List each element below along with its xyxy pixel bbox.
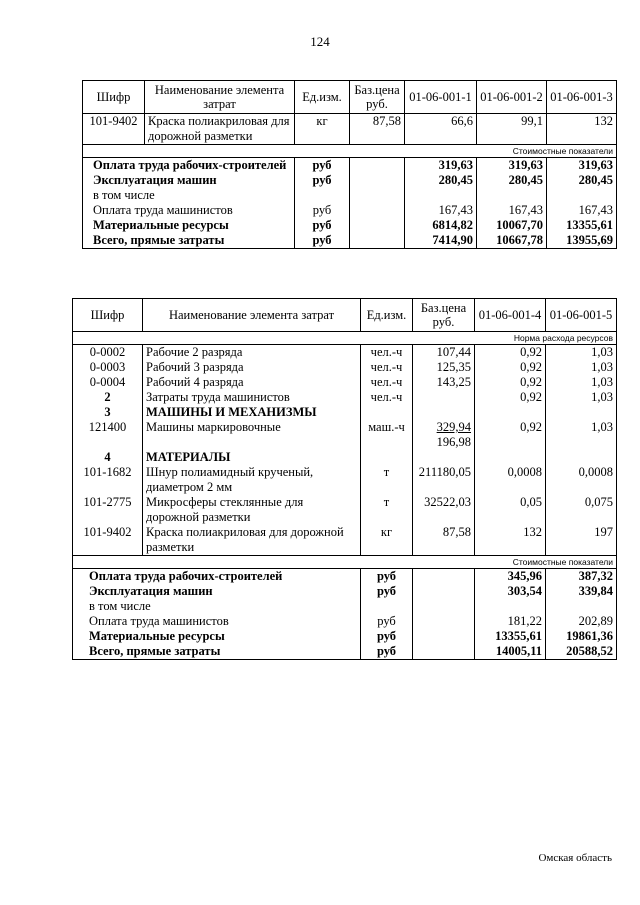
resource-unit: кг — [295, 114, 350, 145]
header-unit: Ед.изм. — [361, 299, 413, 332]
header-price: Баз.цена руб. — [413, 299, 475, 332]
cost-value-1: 345,96 — [475, 569, 546, 585]
table-row — [73, 390, 617, 405]
resource-value-1: 0,92 — [475, 390, 546, 405]
table-row — [73, 420, 617, 450]
resource-price: 87,58 — [413, 525, 475, 556]
table-row — [83, 188, 617, 203]
header-col-5: 01-06-001-5 — [546, 299, 617, 332]
table-row — [73, 450, 617, 465]
cost-name: Оплата труда рабочих-строителей — [73, 569, 361, 585]
cost-value-1: 6814,82 — [405, 218, 477, 233]
cost-unit: руб — [361, 569, 413, 585]
cost-value-2: 10067,70 — [477, 218, 547, 233]
resource-name: Краска полиакриловая для дорожной разметки — [145, 114, 295, 145]
table-row — [83, 158, 617, 174]
resource-value-3: 132 — [547, 114, 617, 145]
cost-value-3: 280,45 — [547, 173, 617, 188]
resource-price: 125,35 — [413, 360, 475, 375]
resource-value-1: 132 — [475, 525, 546, 556]
table-row — [73, 405, 617, 420]
norm-label: Норма расхода ресурсов — [73, 332, 617, 345]
page-number: 124 — [310, 34, 330, 49]
cost-value-1: 13355,61 — [475, 629, 546, 644]
section-number: 3 — [73, 405, 143, 420]
cost-name: Эксплуатация машин — [73, 584, 361, 599]
resource-code: 121400 — [73, 420, 143, 450]
resource-name: Затраты труда машинистов — [143, 390, 361, 405]
cost-name: Эксплуатация машин — [83, 173, 295, 188]
cost-value-1: 7414,90 — [405, 233, 477, 249]
table-row — [73, 495, 617, 525]
cost-value-2: 319,63 — [477, 158, 547, 174]
section-number: 2 — [73, 390, 143, 405]
cost-name: Оплата труда машинистов — [73, 614, 361, 629]
resource-unit: чел.-ч — [361, 345, 413, 361]
cost-value-2: 20588,52 — [546, 644, 617, 660]
resource-code: 101-9402 — [83, 114, 145, 145]
cost-value-1: 14005,11 — [475, 644, 546, 660]
cost-value-1: 280,45 — [405, 173, 477, 188]
cost-unit: руб — [295, 158, 350, 174]
cost-name: в том числе — [83, 188, 295, 203]
resource-table-2 — [72, 298, 617, 660]
header-code: Шифр — [73, 299, 143, 332]
table-row — [73, 599, 617, 614]
resource-price-secondary: 196,98 — [436, 435, 471, 449]
norm-label-row — [73, 332, 617, 345]
cost-value-2: 19861,36 — [546, 629, 617, 644]
cost-name: Материальные ресурсы — [73, 629, 361, 644]
header-col-1: 01-06-001-1 — [405, 81, 477, 114]
cost-unit: руб — [361, 644, 413, 660]
header-price: Баз.цена руб. — [350, 81, 405, 114]
resource-name: Шнур полиамидный крученый, диаметром 2 мм — [143, 465, 361, 495]
table-row — [73, 375, 617, 390]
table-row — [73, 584, 617, 599]
resource-name: Машины маркировочные — [143, 420, 361, 450]
resource-name: Рабочие 2 разряда — [143, 345, 361, 361]
table-row — [73, 525, 617, 556]
resource-value-1: 0,92 — [475, 420, 546, 450]
resource-code: 0-0003 — [73, 360, 143, 375]
header-col-2: 01-06-001-2 — [477, 81, 547, 114]
table-row — [83, 203, 617, 218]
resource-name: Рабочий 4 разряда — [143, 375, 361, 390]
resource-value-2: 0,075 — [546, 495, 617, 525]
resource-value-2: 1,03 — [546, 360, 617, 375]
cost-name: Оплата труда машинистов — [83, 203, 295, 218]
cost-name: Оплата труда рабочих-строителей — [83, 158, 295, 174]
cost-name: Материальные ресурсы — [83, 218, 295, 233]
table-row — [73, 569, 617, 585]
resource-value-2: 1,03 — [546, 345, 617, 361]
cost-label: Стоимостные показатели — [83, 145, 617, 158]
cost-value-1: 167,43 — [405, 203, 477, 218]
resource-price: 211180,05 — [413, 465, 475, 495]
table-row — [73, 465, 617, 495]
cost-value-3: 13955,69 — [547, 233, 617, 249]
resource-value-2: 1,03 — [546, 420, 617, 450]
cost-unit: руб — [295, 218, 350, 233]
resource-unit: маш.-ч — [361, 420, 413, 450]
table-row — [73, 360, 617, 375]
cost-unit: руб — [295, 233, 350, 249]
cost-label: Стоимостные показатели — [73, 556, 617, 569]
resource-price: 329,94 — [436, 420, 471, 434]
header-code: Шифр — [83, 81, 145, 114]
resource-unit: чел.-ч — [361, 390, 413, 405]
section-number: 4 — [73, 450, 143, 465]
resource-unit: т — [361, 465, 413, 495]
header-col-4: 01-06-001-4 — [475, 299, 546, 332]
resource-price: 87,58 — [350, 114, 405, 145]
resource-value-1: 0,92 — [475, 375, 546, 390]
resource-name: Микросферы стеклянные для дорожной разметки — [143, 495, 361, 525]
resource-table-1 — [82, 80, 617, 249]
resource-value-2: 1,03 — [546, 390, 617, 405]
cost-unit: руб — [295, 173, 350, 188]
cost-value-2: 167,43 — [477, 203, 547, 218]
resource-unit: чел.-ч — [361, 375, 413, 390]
cost-value-2: 387,32 — [546, 569, 617, 585]
table-row — [83, 218, 617, 233]
table-row — [83, 114, 617, 145]
table-row — [73, 614, 617, 629]
resource-code: 101-1682 — [73, 465, 143, 495]
cost-label-row — [73, 556, 617, 569]
resource-code: 101-2775 — [73, 495, 143, 525]
resource-value-1: 0,05 — [475, 495, 546, 525]
resource-code: 101-9402 — [73, 525, 143, 556]
cost-value-1: 319,63 — [405, 158, 477, 174]
resource-price-pair — [413, 420, 475, 450]
section-title: МАТЕРИАЛЫ — [143, 450, 361, 465]
cost-unit: руб — [361, 614, 413, 629]
resource-value-2: 1,03 — [546, 375, 617, 390]
cost-value-3: 319,63 — [547, 158, 617, 174]
table-row — [83, 173, 617, 188]
cost-value-3: 167,43 — [547, 203, 617, 218]
table-row — [73, 644, 617, 660]
resource-name: Краска полиакриловая для дорожной разметки — [143, 525, 361, 556]
resource-value-1: 66,6 — [405, 114, 477, 145]
resource-value-1: 0,92 — [475, 345, 546, 361]
header-col-3: 01-06-001-3 — [547, 81, 617, 114]
resource-code: 0-0002 — [73, 345, 143, 361]
cost-value-2: 10667,78 — [477, 233, 547, 249]
resource-value-1: 0,0008 — [475, 465, 546, 495]
cost-value-2: 280,45 — [477, 173, 547, 188]
resource-unit: т — [361, 495, 413, 525]
table-row — [73, 629, 617, 644]
cost-unit: руб — [295, 203, 350, 218]
resource-name: Рабочий 3 разряда — [143, 360, 361, 375]
resource-value-2: 197 — [546, 525, 617, 556]
cost-value-3: 13355,61 — [547, 218, 617, 233]
cost-value-2: 202,89 — [546, 614, 617, 629]
resource-code: 0-0004 — [73, 375, 143, 390]
cost-unit: руб — [361, 629, 413, 644]
cost-label-row — [83, 145, 617, 158]
resource-price: 107,44 — [413, 345, 475, 361]
section-title: МАШИНЫ И МЕХАНИЗМЫ — [143, 405, 361, 420]
header-name: Наименование элемента затрат — [145, 81, 295, 114]
header-unit: Ед.изм. — [295, 81, 350, 114]
cost-name: Всего, прямые затраты — [73, 644, 361, 660]
resource-value-2: 99,1 — [477, 114, 547, 145]
resource-value-1: 0,92 — [475, 360, 546, 375]
header-name: Наименование элемента затрат — [143, 299, 361, 332]
footer-region: Омская область — [538, 852, 612, 864]
cost-value-1: 181,22 — [475, 614, 546, 629]
cost-unit: руб — [361, 584, 413, 599]
resource-unit: кг — [361, 525, 413, 556]
table-row — [73, 345, 617, 361]
resource-price: 143,25 — [413, 375, 475, 390]
resource-unit: чел.-ч — [361, 360, 413, 375]
resource-value-2: 0,0008 — [546, 465, 617, 495]
resource-price: 32522,03 — [413, 495, 475, 525]
table-row — [83, 233, 617, 249]
cost-value-1: 303,54 — [475, 584, 546, 599]
cost-name: в том числе — [73, 599, 361, 614]
cost-value-2: 339,84 — [546, 584, 617, 599]
cost-name: Всего, прямые затраты — [83, 233, 295, 249]
